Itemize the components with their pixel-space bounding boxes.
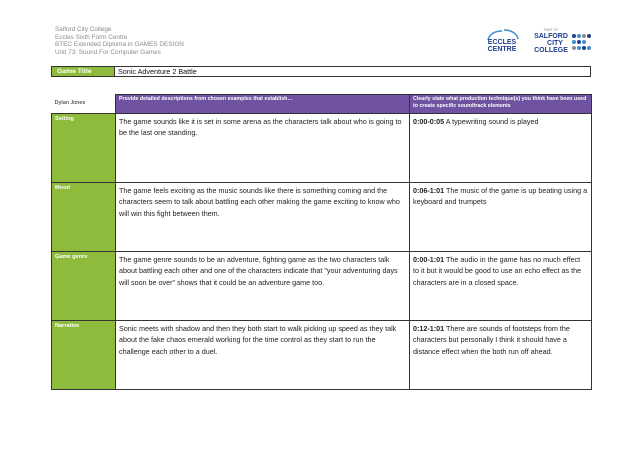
row-technique (410, 114, 592, 183)
row-technique (410, 252, 592, 321)
header-line: Unit 73: Sound For Computer Games (55, 48, 161, 56)
header-line: Salford City College (55, 26, 112, 33)
eccles-logo-text: ECCLES (487, 39, 517, 46)
row-timestamp: 0:00-0:05 (413, 117, 445, 126)
row-technique-text: The music of the game is up beating using a keyboard and trumpets (413, 186, 588, 207)
row-label: Setting (52, 114, 116, 183)
row-description: Sonic meets with shadow and then they both start to walk picking up speed as they talk about the fake chaos emerald working for the time control as they start to run the challenge each other to a duel. (116, 321, 410, 390)
table-row-game-genre (52, 252, 592, 321)
logo-college-text: COLLEGE (534, 47, 568, 54)
student-name: Dylan Jones (54, 99, 86, 106)
table-row-narrative (52, 321, 592, 390)
salford-city-college-logo (531, 26, 593, 56)
techniques-column-header: Clearly state what production technique(s) you think have been used to create specific soundtrack elements (410, 95, 592, 114)
game-title-row (51, 66, 591, 77)
row-technique (410, 321, 592, 390)
row-description: The game genre sounds to be an adventure, fighting game as the two characters talk about battling each other and one of the characters indicate that "your adventuring days will soon be over" shows that it could be an adventure game too. (116, 252, 410, 321)
row-technique-text: A typewriting sound is played (444, 117, 539, 126)
logo-salford-text: SALFORD (534, 33, 568, 40)
row-description: The game feels exciting as the music sounds like there is something coming and the characters seem to talk about battling each other making the game exciting to know who will win this fight between them. (116, 183, 410, 252)
table-row-mood (52, 183, 592, 252)
analysis-table (51, 94, 592, 390)
row-timestamp: 0:06-1:01 (413, 186, 445, 195)
row-label: Mood (52, 183, 116, 252)
game-title-value: Sonic Adventure 2 Battle (118, 67, 197, 76)
row-label: Game genre (52, 252, 116, 321)
row-description: The game sounds like it is set in some arena as the characters talk about who is going to be the last one standing. (116, 114, 410, 183)
game-title-label: Game Title (52, 67, 115, 76)
row-technique-text: The audio in the game has no much effect to it but it would be good to use an echo effect as the characters are in a closed space. (413, 255, 582, 287)
row-technique-text: There are sounds of footsteps from the characters but personally I think it should have a distance effect when the both run off ahead. (413, 324, 570, 356)
logo-part-of-text: PART OF (543, 28, 559, 32)
eccles-centre-logo (482, 28, 522, 54)
descriptions-column-header: Provide detailed descriptions from chosen examples that establish… (116, 95, 410, 114)
table-header-row (52, 95, 592, 114)
logo-dots-icon (572, 34, 591, 50)
table-row-setting (52, 114, 592, 183)
logo-city-text: CITY (547, 40, 563, 47)
row-label: Narrative (52, 321, 116, 390)
row-technique (410, 183, 592, 252)
college-header (55, 26, 184, 56)
row-timestamp: 0:12-1:01 (413, 324, 445, 333)
header-line: Eccles Sixth Form Centre (55, 33, 128, 41)
centre-logo-text: CENTRE (487, 46, 517, 53)
row-timestamp: 0:00-1:01 (413, 255, 445, 264)
header-line: BTEC Extended Diploma in GAMES DESIGN (55, 41, 184, 49)
